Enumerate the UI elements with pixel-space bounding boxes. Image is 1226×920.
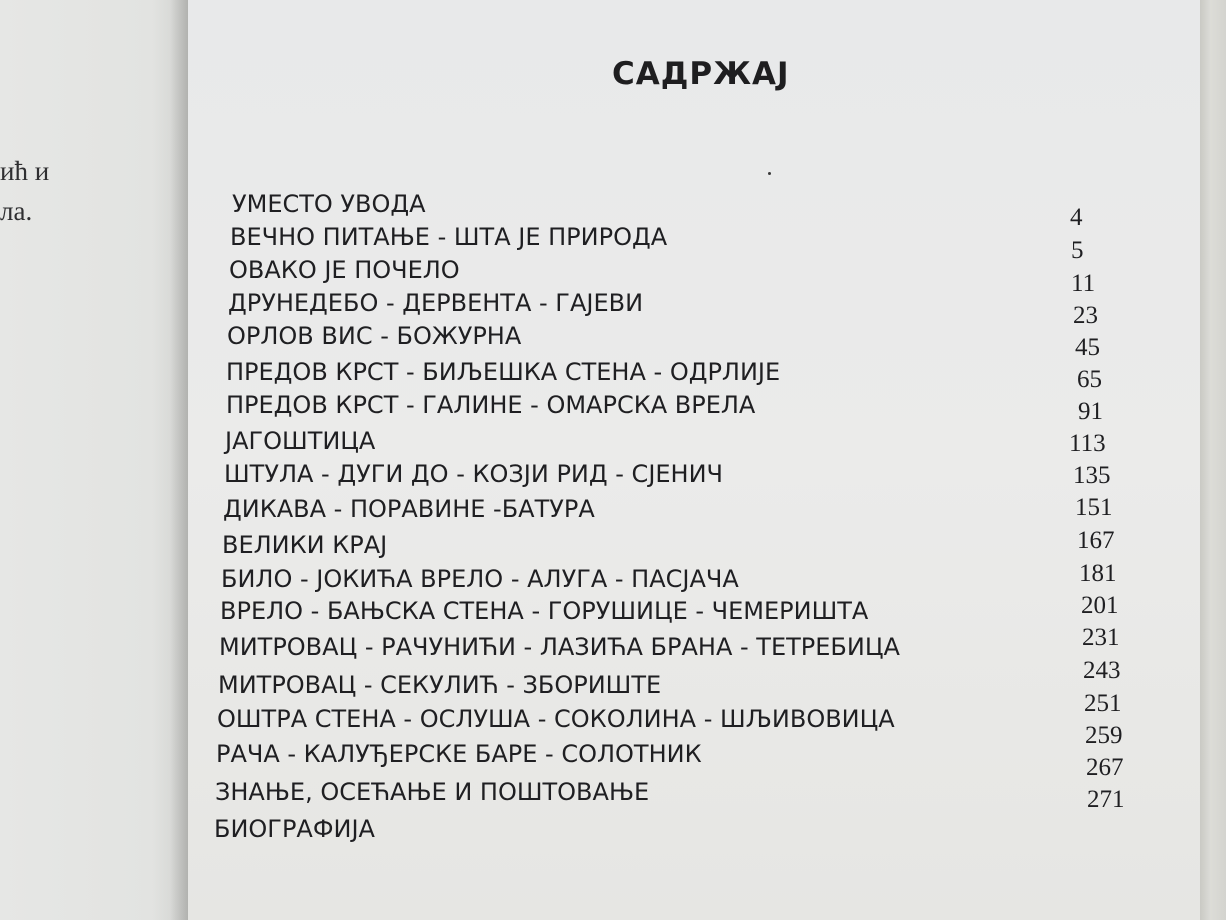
toc-entry-page: 251 <box>1084 690 1122 717</box>
toc-entry-title: ВРЕЛО - БАЊСКА СТЕНА - ГОРУШИЦЕ - ЧЕМЕРИШТА <box>220 597 869 625</box>
toc-entry-title: ВЕЧНО ПИТАЊЕ - ШТА ЈЕ ПРИРОДА <box>230 223 668 251</box>
toc-entry-page: 167 <box>1077 527 1115 554</box>
toc-entry-title: ПРЕДОВ КРСТ - БИЉЕШКА СТЕНА - ОДРЛИЈЕ <box>226 358 781 386</box>
page-edge <box>1200 0 1226 920</box>
toc-entry-title: БИЛО - ЈОКИЋА ВРЕЛО - АЛУГА - ПАСЈАЧА <box>221 565 739 593</box>
toc-entry-title: ЈАГОШТИЦА <box>225 427 376 455</box>
left-page-line-2: ла. <box>0 196 33 226</box>
paper-speck <box>768 172 771 175</box>
toc-entry-page: 11 <box>1071 270 1096 297</box>
toc-entry-title: РАЧА - КАЛУЂЕРСКЕ БАРЕ - СОЛОТНИК <box>216 740 702 768</box>
toc-entry-page: 243 <box>1083 657 1121 684</box>
toc-entry-page: 231 <box>1082 624 1120 651</box>
toc-entry-title: ОВАКО ЈЕ ПОЧЕЛО <box>229 256 460 284</box>
toc-entry-page: 113 <box>1069 430 1106 457</box>
toc-entry-page: 65 <box>1077 366 1102 393</box>
toc-entry-title: ПРЕДОВ КРСТ - ГАЛИНЕ - ОМАРСКА ВРЕЛА <box>226 391 756 419</box>
toc-entry-title: ДРУНЕДЕБО - ДЕРВЕНТА - ГАЈЕВИ <box>228 289 644 317</box>
toc-entry-page: 259 <box>1085 722 1123 749</box>
toc-entry-page: 5 <box>1071 237 1084 264</box>
toc-entry-title: ДИКАВА - ПОРАВИНЕ -БАТУРА <box>223 495 595 523</box>
toc-entry-page: 45 <box>1075 334 1100 361</box>
page-title: САДРЖАЈ <box>612 56 790 92</box>
toc-entry-page: 135 <box>1073 462 1111 489</box>
toc-entry-title: ОШТРА СТЕНА - ОСЛУША - СОКОЛИНА - ШЉИВОВИЦА <box>217 705 895 733</box>
toc-entry-title: ОРЛОВ ВИС - БОЖУРНА <box>227 322 522 350</box>
toc-entry-page: 4 <box>1070 204 1083 231</box>
toc-entry-title: ЗНАЊЕ, ОСЕЋАЊЕ И ПОШТОВАЊЕ <box>215 778 650 806</box>
toc-entry-page: 23 <box>1073 302 1098 329</box>
toc-entry-title: ВЕЛИКИ КРАЈ <box>222 531 388 559</box>
toc-entry-title: МИТРОВАЦ - РАЧУНИЋИ - ЛАЗИЋА БРАНА - ТЕТРЕБИЦА <box>219 633 900 661</box>
toc-entry-page: 271 <box>1087 786 1125 813</box>
toc-entry-page: 267 <box>1086 754 1124 781</box>
toc-entry-page: 201 <box>1081 592 1119 619</box>
left-page-line-1: ић и <box>0 156 50 186</box>
left-page <box>0 0 190 920</box>
toc-entry-title: БИОГРАФИЈА <box>214 815 375 843</box>
toc-entry-page: 151 <box>1075 494 1113 521</box>
toc-entry-title: ШТУЛА - ДУГИ ДО - КОЗЈИ РИД - СЈЕНИЧ <box>224 460 724 488</box>
toc-entry-title: УМЕСТО УВОДА <box>232 190 426 218</box>
toc-entry-page: 91 <box>1078 398 1103 425</box>
toc-entry-title: МИТРОВАЦ - СЕКУЛИЋ - ЗБОРИШТЕ <box>218 671 662 699</box>
toc-entry-page: 181 <box>1079 560 1117 587</box>
